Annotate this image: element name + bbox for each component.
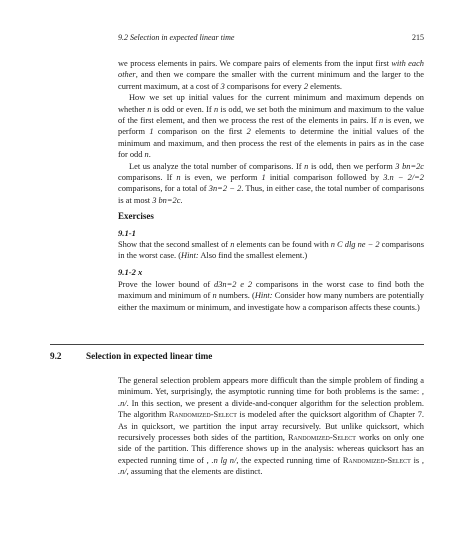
math-text: n — [144, 150, 149, 160]
text-run: . — [148, 150, 151, 160]
math-text: Hint: — [181, 251, 199, 261]
text-run: . — [180, 195, 183, 205]
text-run: elements can be found with — [234, 240, 331, 249]
running-head — [118, 33, 424, 47]
intro-paragraph-3 — [118, 161, 424, 207]
text-run: comparisons. If — [118, 173, 177, 183]
section-body — [118, 375, 424, 478]
math-text: n — [147, 104, 152, 114]
text-run: Consider how many numbers are potentially either the maximum or minimum, and investigate how a comparison affects these counts.) — [118, 291, 424, 312]
exercise-number: 9.1-1 — [118, 228, 136, 238]
section-heading — [50, 351, 212, 361]
page-number: 215 — [412, 33, 424, 42]
math-text: 3n=2 − 2 — [208, 184, 242, 194]
text-run: The general selection problem appears more difficult than the simple problem of finding a minimum. Yet, surprisingly, the asymptotic running time for both problems is the same: — [118, 376, 424, 397]
intro-text — [118, 58, 424, 206]
text-run: works on only one side of the partition. This difference shows up in the analysis: whereas quicksort has an expected running time of — [118, 433, 424, 465]
math-text: 3 bn=2c — [152, 195, 181, 205]
text-run: . Thus, in either case, the total number of comparisons is at most — [118, 184, 424, 205]
math-text: 1 — [261, 173, 266, 183]
text-run: elements to determine the initial values of the minimum and maximum, and then process the rest of the elements in pairs as in the case for odd — [118, 127, 424, 160]
algorithm-name: Randomized-Select — [287, 433, 356, 443]
math-text: , .n/ — [118, 455, 425, 477]
math-text: d3n=2 e 2 — [214, 280, 253, 289]
text-run: comparisons for every — [224, 81, 304, 91]
math-text: Hint: — [254, 291, 273, 301]
text-run: numbers. ( — [216, 291, 255, 301]
math-text: n — [378, 116, 384, 126]
math-text: n — [176, 173, 181, 183]
math-text: , .n/ — [118, 387, 424, 408]
text-run: elements. — [308, 81, 342, 91]
text-run: initial comparison followed by — [265, 173, 384, 183]
math-text: , .n lg n/ — [206, 455, 237, 465]
section-rule — [50, 344, 424, 345]
math-text: n — [304, 161, 309, 171]
running-head-section: 9.2 Selection in expected linear time — [118, 33, 235, 42]
math-text: n — [214, 104, 219, 114]
text-run: is odd, we set both the minimum and maximum to the value of the first element, and then we process the rest of the elements in pairs. If — [118, 104, 424, 126]
exercise-text — [118, 279, 424, 313]
math-text: 2 — [246, 127, 251, 137]
text-run: is odd or even. If — [151, 104, 215, 114]
text-run: , and then we compare the smaller with the current minimum and the larger to the current maximum, at a cost of — [118, 70, 424, 91]
text-run: Also find the smallest element.) — [198, 251, 308, 261]
text-run: How we set up initial values for the current minimum and maximum depends on whether — [118, 93, 424, 114]
intro-paragraph-1 — [118, 58, 424, 92]
section-number: 9.2 — [50, 351, 62, 361]
exercise-text — [118, 239, 424, 262]
text-run: , the expected running time of — [236, 455, 343, 465]
text-run: comparisons in the worst case to find both the maximum and minimum of — [118, 280, 424, 301]
section-title: Selection in expected linear time — [86, 351, 213, 361]
text-run: comparisons, for a total of — [118, 184, 209, 194]
math-text: n — [230, 240, 235, 249]
intro-paragraph-2 — [118, 92, 424, 160]
text-run: is modeled after the quicksort algorithm of Chapter 7. As in quicksort, we partition the input array recursively. But unlike quicksort, which recursively processes both sides of the partition, — [118, 410, 424, 443]
text-run: comparison on the first — [153, 127, 247, 137]
algorithm-name: Randomized-Select — [342, 455, 411, 465]
math-text: with each other — [118, 59, 424, 80]
text-run: Let us analyze the total number of comparisons. If — [129, 161, 305, 171]
text-run: is even, we perform — [118, 116, 424, 137]
math-text: 2 — [303, 81, 309, 91]
text-run: . In this section, we present a divide-and-conquer algorithm for the selection problem. The algorithm — [118, 398, 424, 420]
math-text: 3 bn=2c — [395, 161, 425, 171]
text-run: is even, we perform — [180, 173, 262, 183]
math-text: n — [212, 291, 217, 301]
text-run: comparisons in the worst case. ( — [118, 240, 424, 261]
text-run: is odd, then we perform — [308, 161, 396, 171]
math-text: 1 — [149, 127, 154, 137]
exercises-heading: Exercises — [118, 211, 154, 221]
text-run: , assuming that the elements are distinct. — [126, 467, 263, 477]
text-run: Prove the lower bound of — [118, 280, 215, 289]
math-text: n C dlg ne − 2 — [330, 240, 380, 249]
text-run: Show that the second smallest of — [118, 240, 231, 249]
exercise-number: 9.1-2 x — [118, 267, 143, 277]
algorithm-name: Randomized-Select — [168, 410, 237, 420]
text-run: we process elements in pairs. We compare pairs of elements from the input first — [118, 59, 392, 68]
text-run: is — [410, 455, 422, 465]
math-text: 3 — [220, 81, 225, 91]
math-text: 3.n − 2/=2 — [383, 173, 424, 183]
